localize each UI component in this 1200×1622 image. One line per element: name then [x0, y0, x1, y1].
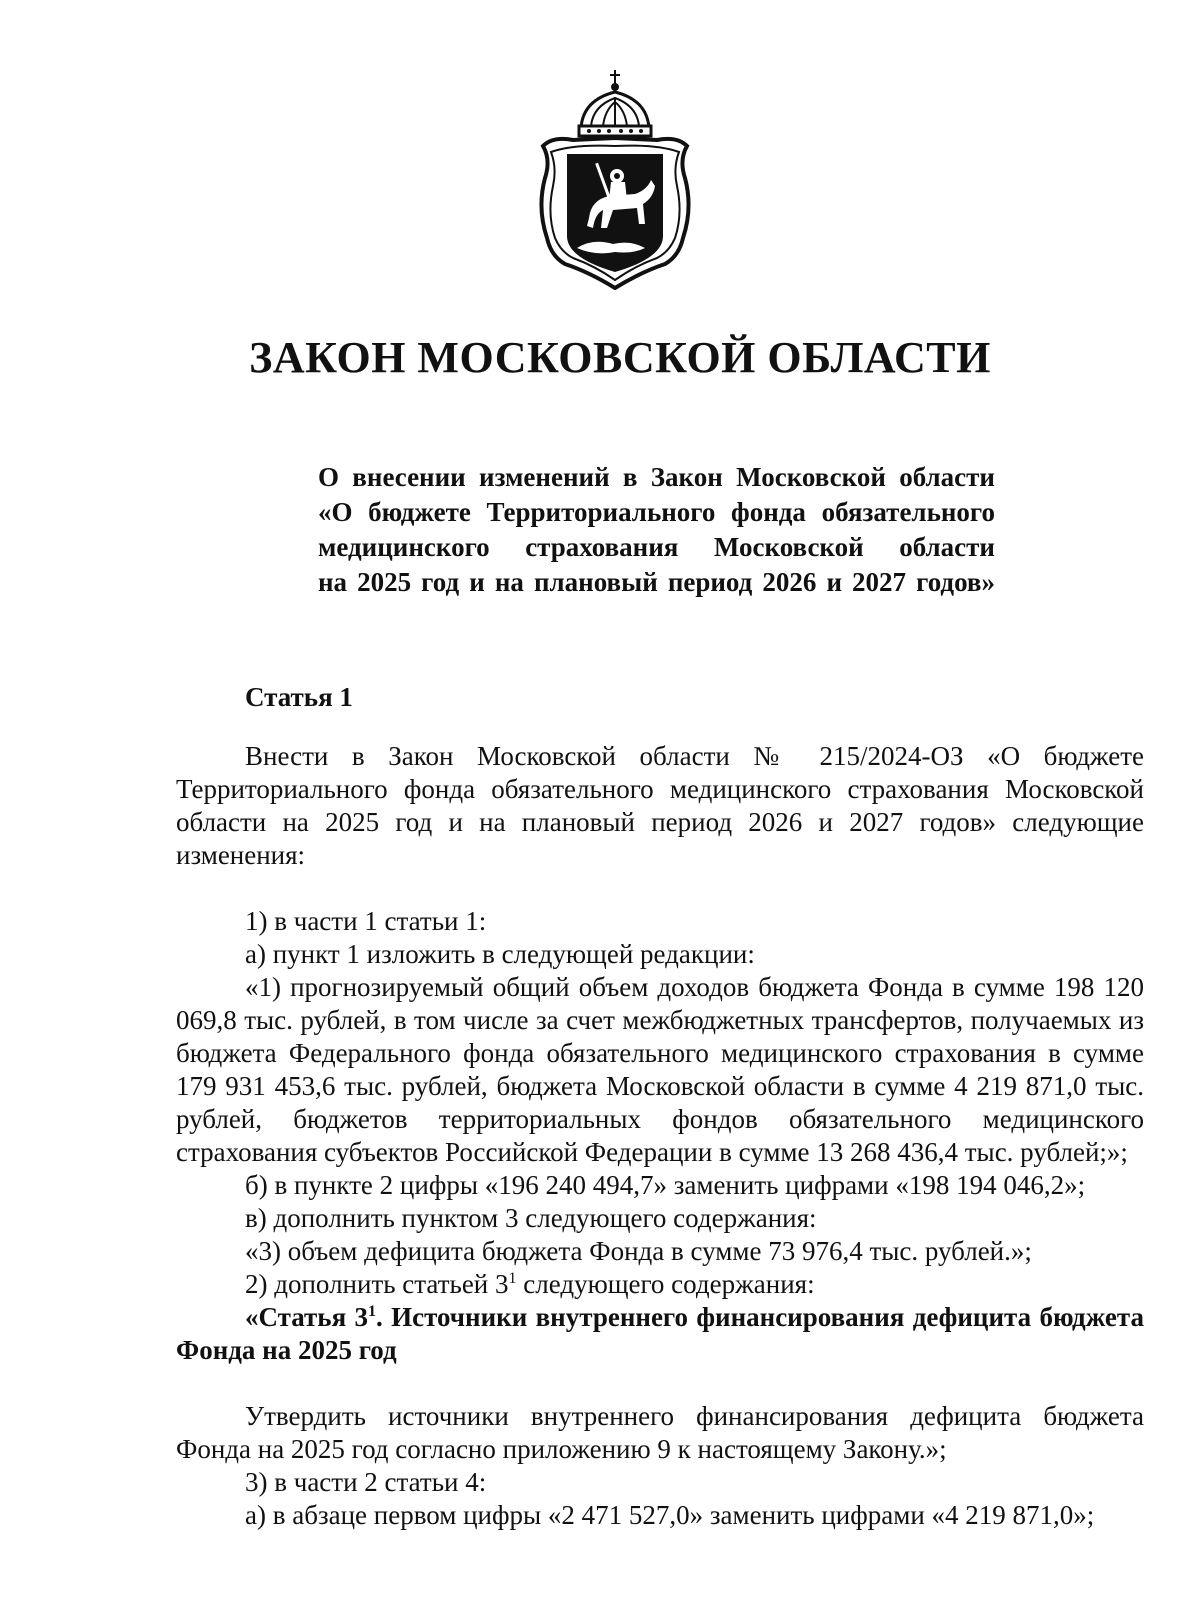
amendment-item — [176, 1268, 1144, 1301]
amendment-item: «3) объем дефицита бюджета Фонда в сумме 73 976,4 тыс. рублей.»; — [245, 1236, 1032, 1266]
new-article-text: Утвердить источники внутреннего финансирования дефицита бюджета Фонда на 2025 год согласно приложению 9 к настоящему Закону.»; — [176, 1401, 1144, 1464]
amendment-item: в) дополнить пунктом 3 следующего содержания: — [245, 1203, 817, 1233]
amendment-item: б) в пункте 2 цифры «196 240 494,7» заменить цифрами «198 194 046,2»; — [245, 1170, 1086, 1200]
law-title-line: О внесении изменений в Закон Московской области — [318, 462, 995, 492]
new-article-heading-text: . Источники внутреннего финансирования дефицита бюджета Фонда на 2025 год — [176, 1302, 1145, 1365]
amendment-item: а) пункт 1 изложить в следующей редакции: — [245, 939, 755, 969]
law-title-line: медицинского страхования Московской области — [318, 532, 995, 562]
new-article-heading-text: «Статья 3 — [245, 1302, 369, 1332]
superscript: 1 — [368, 1303, 377, 1320]
amendment-item: а) в абзаце первом цифры «2 471 527,0» заменить цифрами «4 219 871,0»; — [245, 1500, 1095, 1530]
article-body — [176, 740, 1144, 1532]
article-intro-paragraph: Внести в Закон Московской области № 215/2024-ОЗ «О бюджете Территориального фонда обязательного медицинского страхования Московской области на 2025 год и на плановый период 2026 и 2027 годов» следующие изменения: — [176, 741, 1144, 870]
amendment-item: «1) прогнозируемый общий объем доходов бюджета Фонда в сумме 198 120 069,8 тыс. рублей, в том числе за счет межбюджетных трансфертов, получаемых из бюджета Федерального фонда обязательного медицинского страхования в сумме 179 931 453,6 тыс. рублей, бюджета Московской области в сумме 4 219 871,0 тыс. рублей, бюджетов территориальных фондов обязательного медицинского страхования субъектов Российской Федерации в сумме 13 268 436,4 тыс. рублей;»; — [176, 972, 1144, 1167]
law-title-line: «О бюджете Территориального фонда обязательного — [318, 497, 995, 527]
coat-of-arms-emblem — [533, 68, 697, 290]
document-type-heading: ЗАКОН МОСКОВСКОЙ ОБЛАСТИ — [249, 333, 991, 382]
article-heading: Статья 1 — [245, 682, 353, 712]
new-article-heading — [176, 1301, 1144, 1367]
superscript: 1 — [508, 1270, 517, 1287]
amendment-item-text: 2) дополнить статьей 3 — [245, 1269, 509, 1299]
law-title-line: на 2025 год и на плановый период 2026 и 2027 годов» — [318, 567, 995, 597]
amendment-item-text: следующего содержания: — [516, 1269, 815, 1299]
amendment-item: 3) в части 2 статьи 4: — [245, 1467, 487, 1497]
amendment-item: 1) в части 1 статьи 1: — [245, 906, 487, 936]
law-title — [318, 460, 995, 600]
